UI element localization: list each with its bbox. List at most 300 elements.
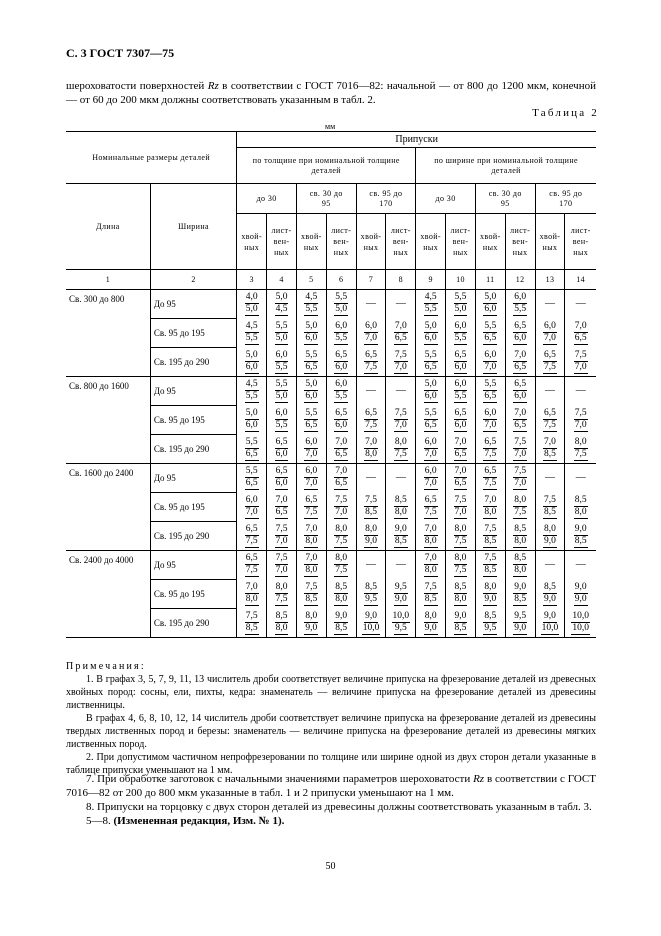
allowance-value [386, 406, 416, 435]
fraction [394, 437, 408, 461]
denominator: 6,5 [424, 361, 437, 372]
denominator: 6,0 [454, 420, 467, 430]
allowance-value [296, 290, 326, 319]
allowance-value [505, 377, 535, 406]
allowance-value [475, 406, 505, 435]
dash-value: — [395, 559, 406, 571]
dash-value: — [366, 385, 376, 397]
range-width-170: св. 95 до 170 [535, 184, 596, 214]
denominator: 8,5 [484, 535, 497, 546]
fraction [334, 495, 348, 519]
allowance-value [326, 406, 356, 435]
numerator: 7,0 [245, 582, 258, 592]
empty-value [535, 551, 565, 580]
denominator: 6,0 [245, 361, 258, 372]
fraction [334, 524, 348, 548]
numerator: 6,5 [245, 553, 258, 564]
intro-paragraph: шероховатости поверхностей Rz в соответствии с ГОСТ 7016—82: начальной — от 800 до 1200 мкм, конечной — от 60 до 200 мкм должны соответствовать указанным в табл. 2. [66, 80, 596, 106]
numerator: 9,0 [514, 582, 527, 592]
allowance-value [237, 377, 267, 406]
allowance-value [475, 319, 505, 348]
fraction [364, 437, 378, 461]
allowance-value [535, 493, 565, 522]
denominator: 8,5 [484, 565, 497, 576]
header-by-width: по ширине при номинальной толщине деталей [416, 148, 596, 184]
numerator: 4,5 [245, 379, 258, 390]
denominator: 9,5 [394, 622, 407, 633]
allowance-value [356, 522, 386, 551]
fraction [304, 437, 318, 461]
fraction [245, 611, 259, 635]
fraction [574, 495, 588, 519]
numerator: 8,0 [574, 436, 587, 447]
numerator: 8,0 [335, 553, 348, 564]
numerator: 7,5 [275, 523, 288, 534]
fraction [574, 437, 588, 461]
numerator: 7,5 [574, 408, 587, 418]
fraction [543, 408, 557, 432]
numerator: 8,0 [275, 582, 288, 592]
header-width: Ширина [150, 184, 236, 270]
denominator: 7,0 [394, 361, 407, 372]
fraction [424, 408, 438, 432]
fraction [245, 350, 259, 374]
denominator: 8,5 [245, 622, 258, 633]
allowance-value [296, 406, 326, 435]
width-cell: Св. 195 до 290 [150, 348, 236, 377]
column-number: 14 [565, 270, 596, 290]
denominator: 9,5 [484, 622, 497, 633]
denominator: 7,0 [305, 448, 318, 459]
column-number: 13 [535, 270, 565, 290]
table-row [66, 377, 596, 406]
allowance-value [565, 435, 596, 464]
fraction [543, 350, 557, 374]
allowance-value [565, 406, 596, 435]
numerator: 6,0 [454, 379, 467, 390]
dash-value: — [366, 559, 376, 571]
denominator: 7,0 [544, 333, 556, 343]
header-softwood: хвой-ных [475, 214, 505, 270]
numerator: 7,5 [514, 436, 527, 447]
denominator: 6,5 [454, 478, 467, 489]
empty-value [386, 377, 416, 406]
numerator: 7,0 [305, 523, 318, 534]
empty-value [356, 464, 386, 493]
denominator: 6,0 [305, 333, 318, 343]
allowance-value [475, 435, 505, 464]
allowance-value [505, 551, 535, 580]
allowance-value [446, 580, 476, 609]
numerator: 5,5 [305, 408, 318, 418]
notes-title: Примечания: [66, 661, 146, 672]
column-number: 1 [66, 270, 150, 290]
allowance-value [505, 493, 535, 522]
allowance-value [565, 609, 596, 638]
numerator: 8,5 [454, 582, 467, 592]
allowance-value [535, 580, 565, 609]
column-number: 3 [237, 270, 267, 290]
numerator: 9,0 [365, 610, 377, 621]
numerator: 8,0 [394, 436, 407, 447]
numerator: 8,5 [394, 495, 407, 505]
denominator: 7,0 [245, 507, 258, 517]
range-width-30: до 30 [416, 184, 476, 214]
numerator: 9,5 [394, 582, 407, 592]
fraction [275, 495, 289, 519]
allowance-value [475, 580, 505, 609]
numerator: 8,5 [514, 523, 527, 534]
allowance-value [296, 435, 326, 464]
numerator: 8,0 [454, 553, 467, 564]
numerator: 6,0 [544, 321, 556, 331]
denominator: 6,5 [454, 448, 467, 459]
denominator: 5,5 [454, 333, 467, 343]
numerator: 6,0 [335, 379, 348, 390]
numerator: 7,5 [544, 495, 556, 505]
fraction [275, 553, 289, 577]
denominator: 5,0 [454, 304, 467, 315]
allowance-value [356, 348, 386, 377]
denominator: 7,5 [484, 478, 497, 489]
numerator: 7,5 [394, 349, 407, 360]
allowance-value [237, 580, 267, 609]
numerator: 8,5 [335, 582, 348, 592]
allowance-value [416, 464, 446, 493]
denominator: 6,0 [245, 420, 258, 430]
allowance-value [386, 609, 416, 638]
fraction [334, 321, 348, 345]
denominator: 5,0 [275, 391, 288, 402]
allowance-value [565, 493, 596, 522]
numerator: 6,5 [484, 436, 497, 447]
allowance-value [535, 609, 565, 638]
numerator: 8,0 [544, 523, 556, 534]
fraction [513, 379, 527, 403]
allowance-value [416, 290, 446, 319]
allowance-value [237, 551, 267, 580]
numerator: 6,5 [245, 523, 258, 534]
fraction [275, 292, 289, 316]
allowance-value [416, 493, 446, 522]
dash-value: — [395, 298, 406, 310]
header-nominal: Номинальные размеры деталей [66, 132, 237, 184]
fraction [454, 611, 468, 635]
fraction [424, 379, 438, 403]
denominator: 8,0 [574, 507, 587, 517]
numerator: 5,0 [305, 321, 318, 331]
numerator: 4,0 [245, 292, 258, 303]
numerator: 7,0 [544, 436, 556, 447]
denominator: 8,0 [365, 448, 377, 459]
denominator: 8,5 [305, 594, 318, 604]
fraction [513, 408, 527, 432]
allowance-value [237, 406, 267, 435]
allowance-value [446, 551, 476, 580]
allowance-value [505, 348, 535, 377]
range-width-95: св. 30 до 95 [475, 184, 535, 214]
numerator: 6,5 [305, 495, 318, 505]
allowance-value [446, 464, 476, 493]
numerator: 6,0 [454, 321, 467, 331]
fraction [334, 292, 348, 316]
allowance-value [296, 319, 326, 348]
denominator: 6,0 [454, 361, 467, 372]
allowance-value [535, 319, 565, 348]
numerator: 6,5 [365, 349, 377, 360]
header-by-thickness: по толщине при номинальной толщине деталей [237, 148, 416, 184]
allowance-value [237, 319, 267, 348]
denominator: 8,0 [394, 507, 407, 517]
numerator: 7,5 [484, 523, 497, 534]
allowance-value [505, 406, 535, 435]
numerator: 9,0 [544, 610, 556, 621]
empty-value [386, 290, 416, 319]
numerator: 9,0 [574, 523, 587, 534]
paragraph-5-8: 5—8. (Измененная редакция, Изм. № 1). [86, 815, 285, 827]
fraction [574, 408, 588, 432]
allowance-value [296, 464, 326, 493]
allowance-value [326, 551, 356, 580]
fraction [275, 379, 289, 403]
allowance-value [416, 319, 446, 348]
numerator: 5,5 [275, 379, 288, 390]
allowance-value [356, 406, 386, 435]
allowance-value [296, 493, 326, 522]
denominator: 9,0 [574, 594, 587, 604]
allowance-value [505, 580, 535, 609]
numerator: 7,5 [484, 553, 497, 564]
allowance-value [267, 377, 297, 406]
numerator: 8,5 [514, 553, 527, 564]
allowance-value [237, 609, 267, 638]
allowance-value [565, 580, 596, 609]
header-softwood: хвой-ных [237, 214, 267, 270]
width-cell: Св. 95 до 195 [150, 493, 236, 522]
fraction [245, 582, 259, 606]
denominator: 8,5 [574, 535, 587, 546]
fraction [513, 466, 527, 490]
allowance-value [356, 319, 386, 348]
allowance-value [446, 319, 476, 348]
header-hardwood: лист-вен-ных [386, 214, 416, 270]
numerator: 5,5 [484, 379, 497, 390]
denominator: 7,5 [544, 361, 556, 372]
allowance-value [505, 319, 535, 348]
denominator: 7,0 [574, 361, 587, 372]
fraction [541, 611, 560, 635]
fraction [275, 524, 289, 548]
header-allowances: Припуски [237, 132, 596, 148]
denominator: 7,0 [424, 478, 437, 489]
allowance-value [296, 580, 326, 609]
allowance-value [475, 377, 505, 406]
allowance-value [446, 522, 476, 551]
denominator: 6,5 [574, 333, 587, 343]
numerator: 9,0 [454, 610, 467, 621]
fraction [304, 379, 318, 403]
width-cell: Св. 95 до 195 [150, 580, 236, 609]
fraction [304, 495, 318, 519]
fraction [304, 350, 318, 374]
allowance-value [267, 551, 297, 580]
fraction [483, 611, 497, 635]
fraction [275, 437, 289, 461]
allowance-value [565, 348, 596, 377]
fraction [275, 582, 289, 606]
numerator: 8,0 [305, 610, 318, 621]
numerator: 7,5 [365, 495, 377, 505]
fraction [571, 611, 590, 635]
allowance-value [505, 435, 535, 464]
denominator: 5,5 [245, 333, 258, 343]
column-number: 6 [326, 270, 356, 290]
denominator: 6,0 [275, 478, 288, 489]
allowance-value [416, 609, 446, 638]
width-cell: Св. 95 до 195 [150, 319, 236, 348]
header-hardwood: лист-вен-ных [267, 214, 297, 270]
numerator: 5,0 [424, 379, 437, 390]
numerator: 6,5 [454, 408, 467, 418]
fraction [245, 553, 259, 577]
allowance-value [475, 609, 505, 638]
fraction [334, 408, 348, 432]
allowance-value [237, 435, 267, 464]
paragraph-8: 8. Припуски на торцовку с двух сторон деталей из древесины должны соответствовать указанным в табл. 3. [86, 801, 592, 813]
column-number: 8 [386, 270, 416, 290]
fraction [483, 379, 497, 403]
fraction [424, 495, 438, 519]
numerator: 7,0 [574, 321, 587, 331]
fraction [543, 321, 557, 345]
fraction [364, 350, 378, 374]
fraction [424, 466, 438, 490]
numerator: 7,0 [454, 436, 467, 447]
paragraph-7: 7. При обработке заготовок с начальными значениями параметров шероховатости Rz в соответствии с ГОСТ 7016—82 от 200 до 800 мкм указанные в табл. 1 и 2 припуски уменьшают на 1 мм. 8. Припуски на торцовку с двух сторон деталей из древесины должны соответствовать указанным в табл. 3. 5—8. (Измененная редакция, Изм. № 1). [66, 773, 596, 827]
numerator: 6,0 [484, 408, 497, 418]
width-cell: До 95 [150, 551, 236, 580]
allowance-value [386, 435, 416, 464]
length-cell: Св. 1600 до 2400 [66, 464, 150, 551]
header-hardwood: лист-вен-ных [565, 214, 596, 270]
fraction [513, 350, 527, 374]
dash-value: — [544, 298, 555, 310]
note-1b: В графах 4, 6, 8, 10, 12, 14 числитель дроби соответствует величине припуска на фрезерование деталей из древесины твердых лиственных пород и березы: знаменатель — величине припуска на фрезерование деталей из древесины мягких лиственных пород. [66, 713, 596, 750]
allowance-value [267, 435, 297, 464]
denominator: 7,5 [484, 448, 497, 459]
fraction [304, 292, 318, 316]
denominator: 7,0 [514, 478, 527, 489]
fraction [364, 524, 378, 548]
fraction [454, 350, 468, 374]
denominator: 7,0 [275, 535, 288, 546]
fraction [394, 495, 408, 519]
numerator: 8,5 [574, 495, 587, 505]
denominator: 8,0 [335, 594, 348, 604]
fraction [424, 553, 438, 577]
denominator: 6,5 [335, 478, 348, 489]
fraction [513, 524, 527, 548]
denominator: 8,0 [514, 535, 527, 546]
numerator: 10,0 [392, 610, 410, 621]
allowance-value [535, 406, 565, 435]
denominator: 6,5 [424, 420, 437, 430]
allowance-value [267, 609, 297, 638]
dash-value: — [366, 298, 376, 310]
numerator: 8,0 [335, 523, 348, 534]
fraction [483, 495, 497, 519]
numerator: 8,0 [514, 495, 527, 505]
denominator: 7,0 [514, 448, 527, 459]
dash-value: — [575, 298, 586, 310]
allowance-value [356, 435, 386, 464]
denominator: 6,5 [394, 333, 407, 343]
fraction [304, 408, 318, 432]
allowance-value [565, 522, 596, 551]
allowance-value [535, 348, 565, 377]
table-row [66, 290, 596, 319]
fraction [245, 524, 259, 548]
denominator: 6,5 [305, 361, 318, 372]
allowance-value [237, 464, 267, 493]
denominator: 7,5 [574, 448, 587, 459]
numerator: 5,0 [424, 321, 437, 331]
header-hardwood: лист-вен-ных [446, 214, 476, 270]
numerator: 7,5 [394, 408, 407, 418]
denominator: 6,5 [275, 507, 288, 517]
denominator: 8,5 [544, 448, 556, 459]
numerator: 5,0 [484, 292, 497, 303]
column-number: 2 [150, 270, 236, 290]
allowance-value [326, 609, 356, 638]
numerator: 7,0 [335, 466, 348, 477]
denominator: 10,0 [362, 622, 380, 633]
width-cell: До 95 [150, 377, 236, 406]
denominator: 9,0 [544, 594, 556, 604]
fraction [245, 437, 259, 461]
denominator: 8,0 [514, 565, 527, 576]
denominator: 7,5 [394, 448, 407, 459]
numerator: 5,5 [245, 466, 258, 477]
empty-value [565, 464, 596, 493]
unit-label: мм [325, 122, 336, 131]
fraction [513, 292, 527, 316]
denominator: 7,5 [424, 507, 437, 517]
allowance-value [386, 522, 416, 551]
numerator: 7,5 [574, 349, 587, 360]
denominator: 5,5 [335, 333, 348, 343]
denominator: 8,0 [424, 565, 437, 576]
width-cell: Св. 95 до 195 [150, 406, 236, 435]
empty-value [356, 290, 386, 319]
allowance-value [267, 493, 297, 522]
column-number: 11 [475, 270, 505, 290]
numerator: 4,5 [305, 292, 318, 303]
denominator: 5,5 [454, 391, 467, 402]
denominator: 5,0 [245, 304, 258, 315]
fraction [245, 466, 259, 490]
fraction [394, 582, 408, 606]
allowance-value [505, 464, 535, 493]
empty-value [565, 377, 596, 406]
empty-value [386, 464, 416, 493]
numerator: 6,0 [424, 436, 437, 447]
denominator: 7,5 [335, 535, 348, 546]
width-cell: До 95 [150, 290, 236, 319]
denominator: 6,0 [305, 391, 318, 402]
denominator: 7,0 [454, 507, 467, 517]
numerator: 6,5 [514, 379, 527, 390]
